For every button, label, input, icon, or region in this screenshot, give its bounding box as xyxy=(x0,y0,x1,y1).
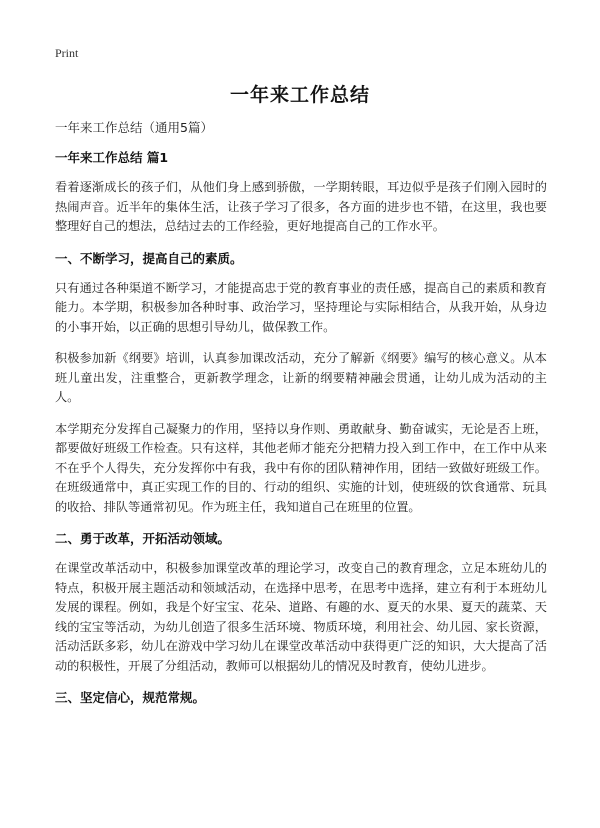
section-3-heading: 三、坚定信心，规范常规。 xyxy=(55,690,206,705)
article-heading: 一年来工作总结 篇1 xyxy=(55,150,169,165)
print-link[interactable]: Print xyxy=(55,46,79,60)
intro-paragraph: 看着逐渐成长的孩子们，从他们身上感到骄傲，一学期转眼，耳边似乎是孩子们刚入园时的热闹声音。近半年的集体生活，让孩子学习了很多，各方面的进步也不错，在这里，我也要整理好自己的想法，总结过去的工作经验，更好地提高自己的工作水平。 xyxy=(55,180,547,233)
section-1-heading: 一、不断学习，提高自己的素质。 xyxy=(55,250,243,266)
section-1-paragraph-1: 只有通过各种渠道不断学习，才能提高忠于党的教育事业的责任感，提高自己的素质和教育能力。本学期，积极参加各种时事、政治学习，坚持理论与实际相结合，从我开始，从身边的小事开始，以正确的思想引导幼儿，做保教工作。 xyxy=(55,280,547,334)
section-2-paragraph-1: 在课堂改革活动中，积极参加课堂改革的理论学习，改变自己的教育理念，立足本班幼儿的特点，积极开展主题活动和领域活动，在选择中思考，在思考中选择，建立有利于本班幼儿发展的课程。例如，我是个好宝宝、花朵、道路、有趣的水、夏天的水果、夏天的蔬菜、天线的宝宝等活动，为幼儿创造了很多生活环境、物质环境，利用社会、幼儿园、家长资源，活动活跃多彩，幼儿在游戏中学习幼儿在课堂改革活动中获得更广泛的知识，大大提高了活动的积极性，开展了分组活动，教师可以根据幼儿的情况及时教育，使幼儿进步。 xyxy=(55,561,547,673)
section-1-paragraph-2: 积极参加新《纲要》培训，认真参加课改活动，充分了解新《纲要》编写的核心意义。从本班儿童出发，注重整合，更新教学理念，让新的纲要精神融会贯通，让幼儿成为活动的主人。 xyxy=(55,351,547,404)
page-title: 一年来工作总结 xyxy=(229,84,370,106)
document-subtitle: 一年来工作总结（通用5篇） xyxy=(55,120,213,135)
document-body xyxy=(55,118,547,718)
section-1-paragraph-3: 本学期充分发挥自己凝聚力的作用，坚持以身作则、勇敢献身、勤奋诚实，无论是否上班，都要做好班级工作检查。只有这样，其他老师才能充分把精力投入到工作中，在工作中从来不在乎个人得失，充分发挥你中有我，我中有你的团队精神作用，团结一致做好班级工作。在班级通常中，真正实现工作的目的、行动的组织、实施的计划，使班级的饮食通常、玩具的收拾、排队等通常初见。作为班主任，我知道自己在班里的位置。 xyxy=(55,421,547,514)
section-2-heading: 二、勇于改革，开拓活动领域。 xyxy=(55,531,231,546)
